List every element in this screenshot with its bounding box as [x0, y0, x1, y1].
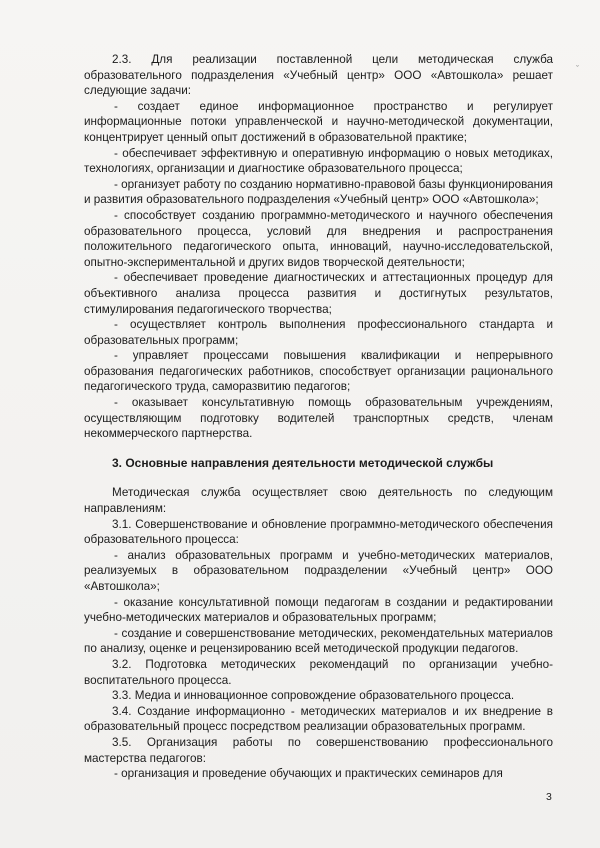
paragraph-3-4: 3.4. Создание информационно - методических материалов и их внедрение в образовательный процесс посредством реализации образовательных программ. — [84, 704, 553, 734]
page-number: 3 — [546, 791, 552, 803]
list-item: - оказание консультативной помощи педагогам в создании и редактировании учебно-методических материалов и образовательных программ; — [84, 595, 553, 625]
task-item: - осуществляет контроль выполнения профессионального стандарта и образовательных программ; — [84, 318, 553, 347]
section-3-intro: Методическая служба осуществляет свою деятельность по следующим направлениям: — [84, 486, 553, 516]
paragraph-3-3: 3.3. Медиа и инновационное сопровождение образовательного процесса. — [112, 689, 515, 703]
list-item: - создание и совершенствование методических, рекомендательных материалов по анализу, оценке и рецензированию всей методической продукции педагогов. — [84, 626, 553, 656]
paragraph-3-5: 3.5. Организация работы по совершенствованию профессионального мастерства педагогов: — [84, 735, 553, 765]
document-body — [84, 52, 553, 782]
list-item: - организация и проведение обучающих и практических семинаров для — [114, 767, 503, 781]
task-item: - обеспечивает эффективную и оперативную информацию о новых методиках, технологиях, организации и диагностике образовательного процесса; — [84, 146, 553, 176]
task-item: - способствует созданию программно-методического и научного обеспечения образовательного процесса, условий для внедрения и распространения положительного педагогического опыта, инноваций, научно-исследовательской, опытно-экспериментальной и других видов творческой деятельности; — [84, 208, 553, 269]
task-item: - обеспечивает проведение диагностических и аттестационных процедур для объективного анализа процесса развития и достигнутых результатов, стимулирования педагогического творчества; — [84, 271, 553, 316]
section-3-heading: 3. Основные направления деятельности методической службы — [112, 455, 494, 470]
paragraph-3-2: 3.2. Подготовка методических рекомендаций по организации учебно-воспитательного процесса. — [84, 657, 553, 687]
task-item: - управляет процессами повышения квалификации и непрерывного образования педагогических работников, способствует организации рационального педагогического труда, саморазвитию педагогов; — [84, 349, 553, 394]
list-item: - анализ образовательных программ и учебно-методических материалов, реализуемых в образовательном подразделении «Учебный центр» ООО «Автошкола»; — [84, 548, 553, 593]
task-item: - организует работу по созданию нормативно-правовой базы функционирования и развития образовательного подразделения «Учебный центр» ООО «Автошкола»; — [84, 177, 553, 207]
paragraph-2-3: 2.3. Для реализации поставленной цели методическая служба образовательного подразделения «Учебный центр» ООО «Автошкола» решает следующие задачи: — [84, 53, 553, 98]
task-item: - оказывает консультативную помощь образовательным учреждениям, осуществляющим подготовку водителей транспортных средств, членам некоммерческого партнерства. — [84, 396, 553, 441]
paragraph-3-1: 3.1. Совершенствование и обновление программно-методического обеспечения образовательного процесса: — [84, 517, 553, 547]
task-item: - создает единое информационное пространство и регулирует информационные потоки управленческой и научно-методической документации, концентрирует ценный опыт достижений в образовательной практике; — [84, 99, 553, 144]
margin-mark: ˇ — [576, 64, 579, 74]
